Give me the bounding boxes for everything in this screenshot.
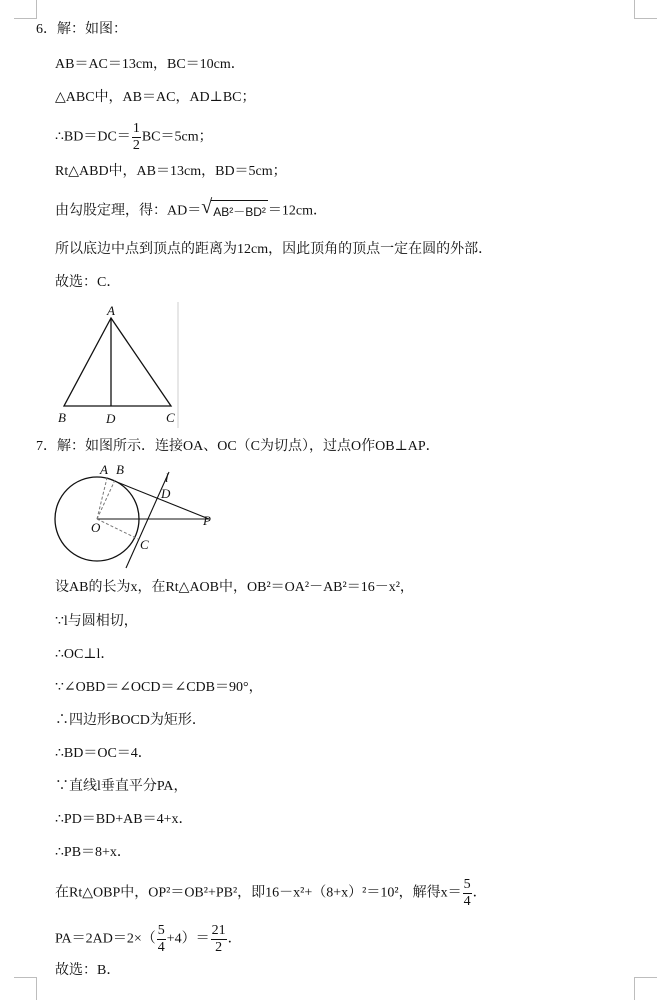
fraction [211, 924, 227, 955]
q7-step-10 [55, 878, 487, 909]
q7-step-10-post: ． [472, 885, 487, 901]
q7-step-11-pre: PA＝2AD＝2×（ [55, 931, 156, 947]
fraction [132, 122, 141, 153]
q6-line-6: 所以底边中点到顶点的距离为12cm，因此顶角的顶点一定在圆的外部． [55, 242, 493, 257]
label-p: P [203, 513, 211, 528]
q6-line-3-pre: ∴BD＝DC＝ [55, 129, 131, 145]
label-b: B [58, 410, 66, 425]
fraction-numerator: 1 [132, 121, 140, 136]
label-a: A [107, 303, 115, 318]
q7-header: 7．解：如图所示．连接OA、OC（C为切点），过点O作OB⊥AP． [36, 439, 440, 454]
q7-step-3: ∴OC⊥l． [55, 647, 115, 662]
segment-ap [107, 478, 209, 519]
q6-line-1: AB＝AC＝13cm，BC＝10cm． [55, 57, 245, 72]
q7-step-11-mid: +4）＝ [166, 931, 210, 947]
label-c: C [140, 537, 149, 552]
label-d: D [161, 486, 171, 501]
fraction [463, 878, 472, 909]
label-a: A [100, 462, 108, 477]
q6-line-5-pre: 由勾股定理，得：AD＝ [55, 203, 202, 219]
fraction-denominator: 2 [215, 940, 223, 955]
q7-step-5: ∴四边形BOCD为矩形． [55, 713, 206, 728]
q6-line-2: △ABC中，AB＝AC，AD⊥BC； [55, 90, 256, 105]
q7-answer: 故选：B． [55, 963, 121, 978]
segment-oc-dashed [97, 519, 138, 539]
page-corner-mark [634, 0, 657, 19]
page-corner-mark [14, 0, 37, 19]
q6-header: 6．解：如图： [36, 22, 127, 37]
q7-circle-figure [50, 462, 230, 574]
radicand: AB²－BD² [211, 200, 268, 222]
q7-step-8: ∴PD＝BD+AB＝4+x． [55, 812, 193, 827]
q7-step-4: ∵∠OBD＝∠OCD＝∠CDB＝90°， [55, 680, 263, 695]
fraction-denominator: 4 [157, 940, 165, 955]
triangle-abc [64, 318, 171, 406]
fraction-numerator: 21 [211, 923, 226, 938]
label-c: C [166, 410, 175, 425]
q7-step-6: ∴BD＝OC＝4． [55, 746, 152, 761]
fraction [157, 924, 166, 955]
q7-step-10-pre: 在Rt△OBP中，OP²＝OB²+PB²，即16－x²+（8+x）²＝10²，解得x＝ [55, 885, 462, 901]
q6-line-3 [55, 122, 213, 153]
fraction-denominator: 4 [463, 894, 471, 909]
q6-line-5 [55, 196, 328, 223]
segment-ob-dashed [97, 480, 115, 519]
q7-step-11 [55, 924, 242, 955]
fraction-numerator: 5 [463, 877, 471, 892]
q7-step-11-post: ． [227, 931, 242, 947]
label-o: O [91, 520, 101, 535]
q7-step-9: ∴PB＝8+x． [55, 845, 131, 860]
square-root [201, 196, 268, 223]
q6-line-3-post: BC＝5cm； [141, 129, 213, 145]
page-corner-mark [634, 977, 657, 1000]
q6-line-5-post: ＝12cm． [267, 203, 328, 219]
fraction-numerator: 5 [157, 923, 165, 938]
label-l: l [165, 470, 169, 485]
label-d: D [106, 411, 116, 426]
q7-step-7: ∵直线l垂直平分PA， [55, 779, 188, 794]
q7-step-2: ∵l与圆相切， [55, 614, 138, 629]
segment-oa-dashed [97, 478, 107, 519]
q6-answer: 故选：C． [55, 275, 121, 290]
radical-sign-icon: √ [201, 196, 213, 218]
label-b: B [116, 462, 124, 477]
q6-triangle-figure [50, 300, 190, 430]
page-corner-mark [14, 977, 37, 1000]
q7-step-1: 设AB的长为x，在Rt△AOB中，OB²＝OA²－AB²＝16－x²， [55, 580, 414, 595]
fraction-denominator: 2 [132, 138, 140, 153]
q6-line-4: Rt△ABD中，AB＝13cm，BD＝5cm； [55, 164, 287, 179]
